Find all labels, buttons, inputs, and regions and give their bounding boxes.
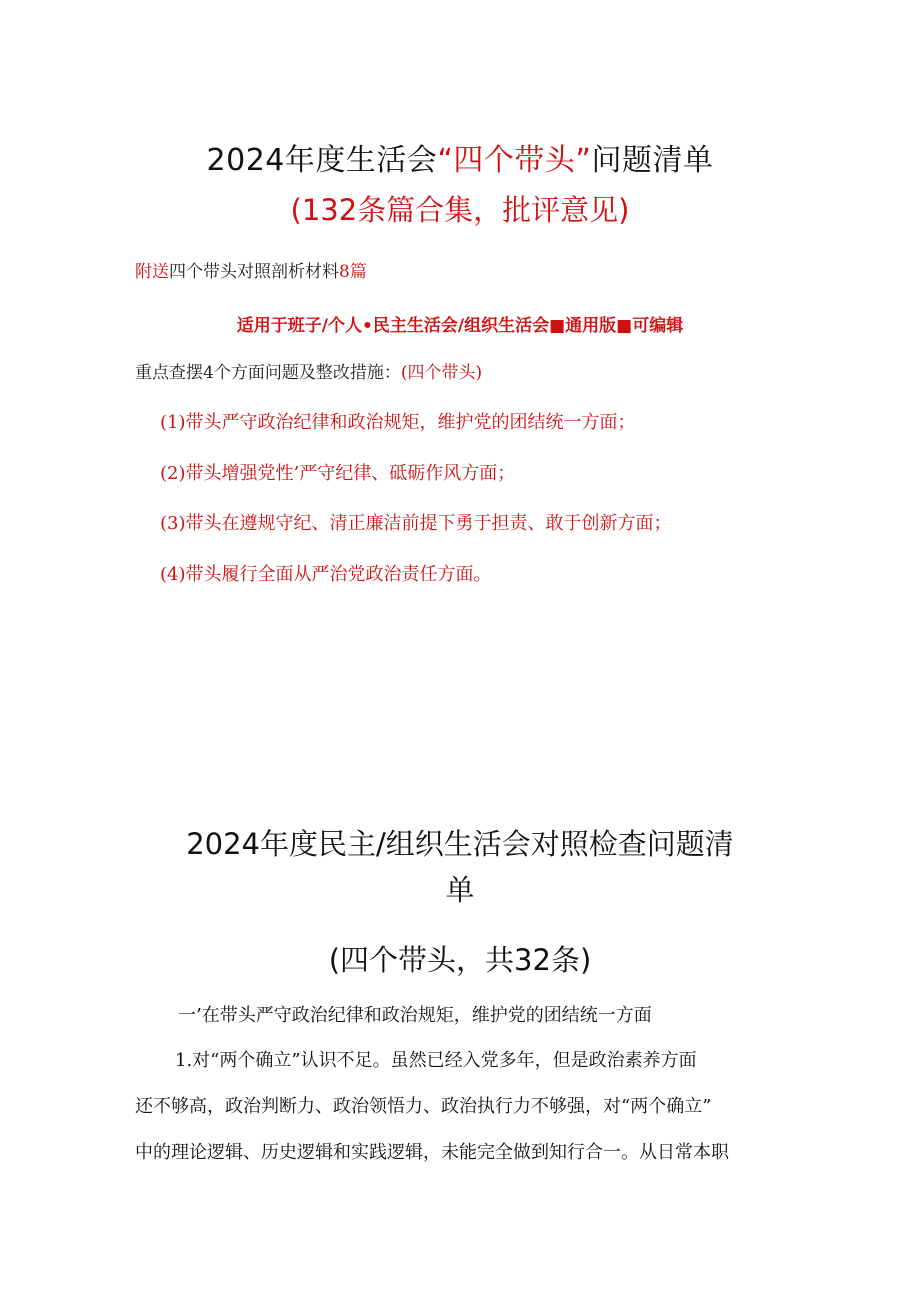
section-subtitle: (四个带头，共32条)	[328, 943, 592, 977]
focus-heading	[135, 358, 482, 383]
section-heading-1: 一’在带头严守政治纪律和政治规矩，维护党的团结统一方面	[178, 1005, 652, 1026]
focus-item-2: (2)带头增强党性’严守纪律、砥砺作风方面；	[160, 463, 516, 484]
subtitle: (132条篇合集，批评意见)	[290, 193, 630, 227]
addon-prefix: 附送	[135, 262, 169, 282]
section-title-line1: 2024年度民主/组织生活会对照检查问题清	[186, 827, 734, 861]
paragraph-line-1: 1.对“两个确立”认识不足。虽然已经入党多年，但是政治素养方面	[175, 1050, 697, 1071]
focus-item-1: (1)带头严守政治纪律和政治规矩，维护党的团结统一方面；	[160, 412, 636, 433]
focus-tag: (四个带头)	[400, 363, 483, 383]
main-title-part2: 问题清单	[591, 143, 714, 178]
section-title-line2: 单	[445, 873, 475, 907]
main-title	[0, 135, 920, 179]
usage-note: 适用于班子/个人•民主生活会/组织生活会■通用版■可编辑	[236, 316, 684, 336]
focus-item-3: (3)带头在遵规守纪、清正廉洁前提下勇于担责、敢于创新方面；	[160, 513, 672, 534]
main-title-highlight: “四个带头”	[437, 143, 592, 178]
paragraph-line-2: 还不够高，政治判断力、政治领悟力、政治执行力不够强，对“两个确立”	[135, 1096, 712, 1117]
paragraph-line-3: 中的理论逻辑、历史逻辑和实践逻辑，未能完全做到知行合一。从日常本职	[135, 1142, 729, 1163]
focus-item-4: (4)带头履行全面从严治党政治责任方面。	[160, 564, 492, 585]
addon-count: 8篇	[339, 262, 367, 282]
addon-text: 四个带头对照剖析材料	[169, 262, 339, 282]
main-title-part1: 2024年度生活会	[206, 143, 438, 178]
addon-note	[135, 257, 367, 282]
focus-text: 重点查摆4个方面问题及整改措施：	[135, 363, 401, 383]
